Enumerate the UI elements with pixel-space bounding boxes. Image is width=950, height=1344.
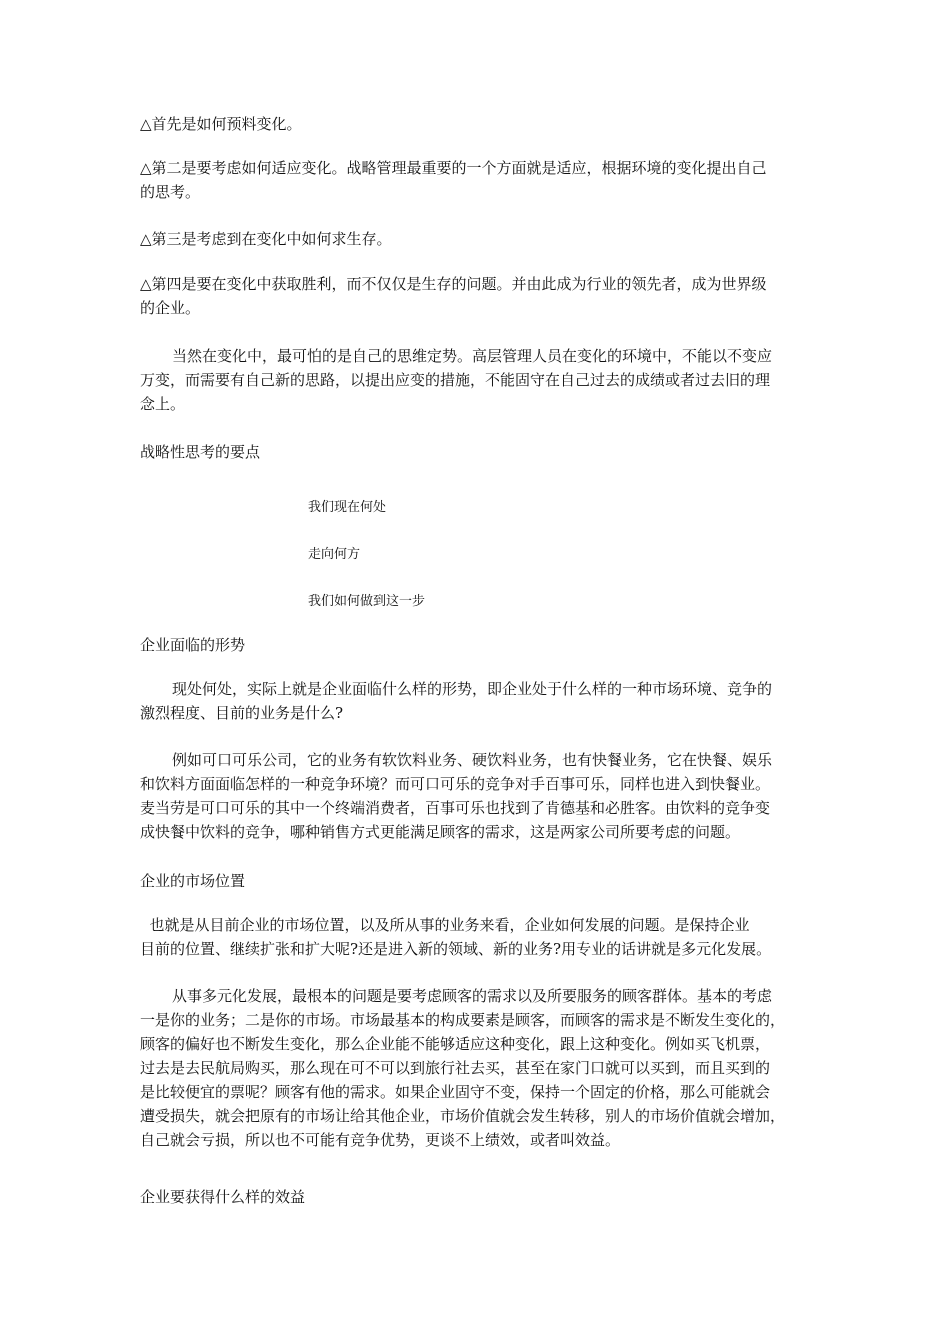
list-item: 我们现在何处: [308, 500, 387, 515]
paragraph-6: 现处何处，实际上就是企业面临什么样的形势，即企业处于什么样的一种市场环境、竞争的 激烈程度、目前的业务是什么?: [140, 680, 773, 722]
list-item: 走向何方: [308, 547, 361, 562]
heading-situation: 企业面临的形势: [140, 636, 246, 654]
paragraph-7: 例如可口可乐公司，它的业务有软饮料业务、硬饮料业务，也有快餐业务，它在快餐、娱乐 和饮料方面面临怎样的一种竞争环境？而可口可乐的竞争对手百事可乐，同样也进入到快餐业。 麦当劳是可口可乐的其中一个终端消费者，百事可乐也找到了肯德基和必胜客。由饮料的竞争变 成快餐中饮料的竞争，哪种销售方式更能满足顾客的需求，这是两家公司所要考虑的问题。: [140, 751, 773, 841]
paragraph-4: △第四是要在变化中获取胜利，而不仅仅是生存的问题。并由此成为行业的领先者，成为世界级 的企业。: [140, 275, 767, 317]
paragraph-3: △第三是考虑到在变化中如何求生存。: [140, 230, 392, 248]
paragraph-5: 当然在变化中，最可怕的是自己的思维定势。高层管理人员在变化的环境中，不能以不变应 万变，而需要有自己新的思路，以提出应变的措施，不能固守在自己过去的成绩或者过去旧的理 念上。: [140, 347, 773, 413]
list-item: 我们如何做到这一步: [308, 594, 426, 609]
heading-market-position: 企业的市场位置: [140, 872, 246, 890]
paragraph-8: 也就是从目前企业的市场位置，以及所从事的业务来看，企业如何发展的问题。是保持企业 目前的位置、继续扩张和扩大呢?还是进入新的领域、新的业务?用专业的话讲就是多元化发展。: [140, 916, 772, 958]
paragraph-9: 从事多元化发展，最根本的问题是要考虑顾客的需求以及所要服务的顾客群体。基本的考虑 一是你的业务；二是你的市场。市场最基本的构成要素是顾客，而顾客的需求是不断发生变化的， 顾客的偏好也不断发生变化，那么企业能不能够适应这种变化，跟上这种变化。例如买飞机票， 过去是去民航局购买，那么现在可不可以到旅行社去买，甚至在家门口就可以买到，而且买到的 是比较便宜的票呢？顾客有他的需求。如果企业固守不变，保持一个固定的价格，那么可能就会 遭受损失，就会把原有的市场让给其他企业，市场价值就会发生转移，别人的市场价值就会增加， 自己就会亏损，所以也不可能有竞争优势，更谈不上绩效，或者叫效益。: [140, 987, 786, 1149]
paragraph-2: △第二是要考虑如何适应变化。战略管理最重要的一个方面就是适应，根据环境的变化提出自己 的思考。: [140, 159, 767, 201]
heading-strategic-thinking: 战略性思考的要点: [140, 443, 261, 461]
paragraph-1: △首先是如何预料变化。: [140, 115, 302, 133]
heading-benefits: 企业要获得什么样的效益: [140, 1188, 306, 1206]
